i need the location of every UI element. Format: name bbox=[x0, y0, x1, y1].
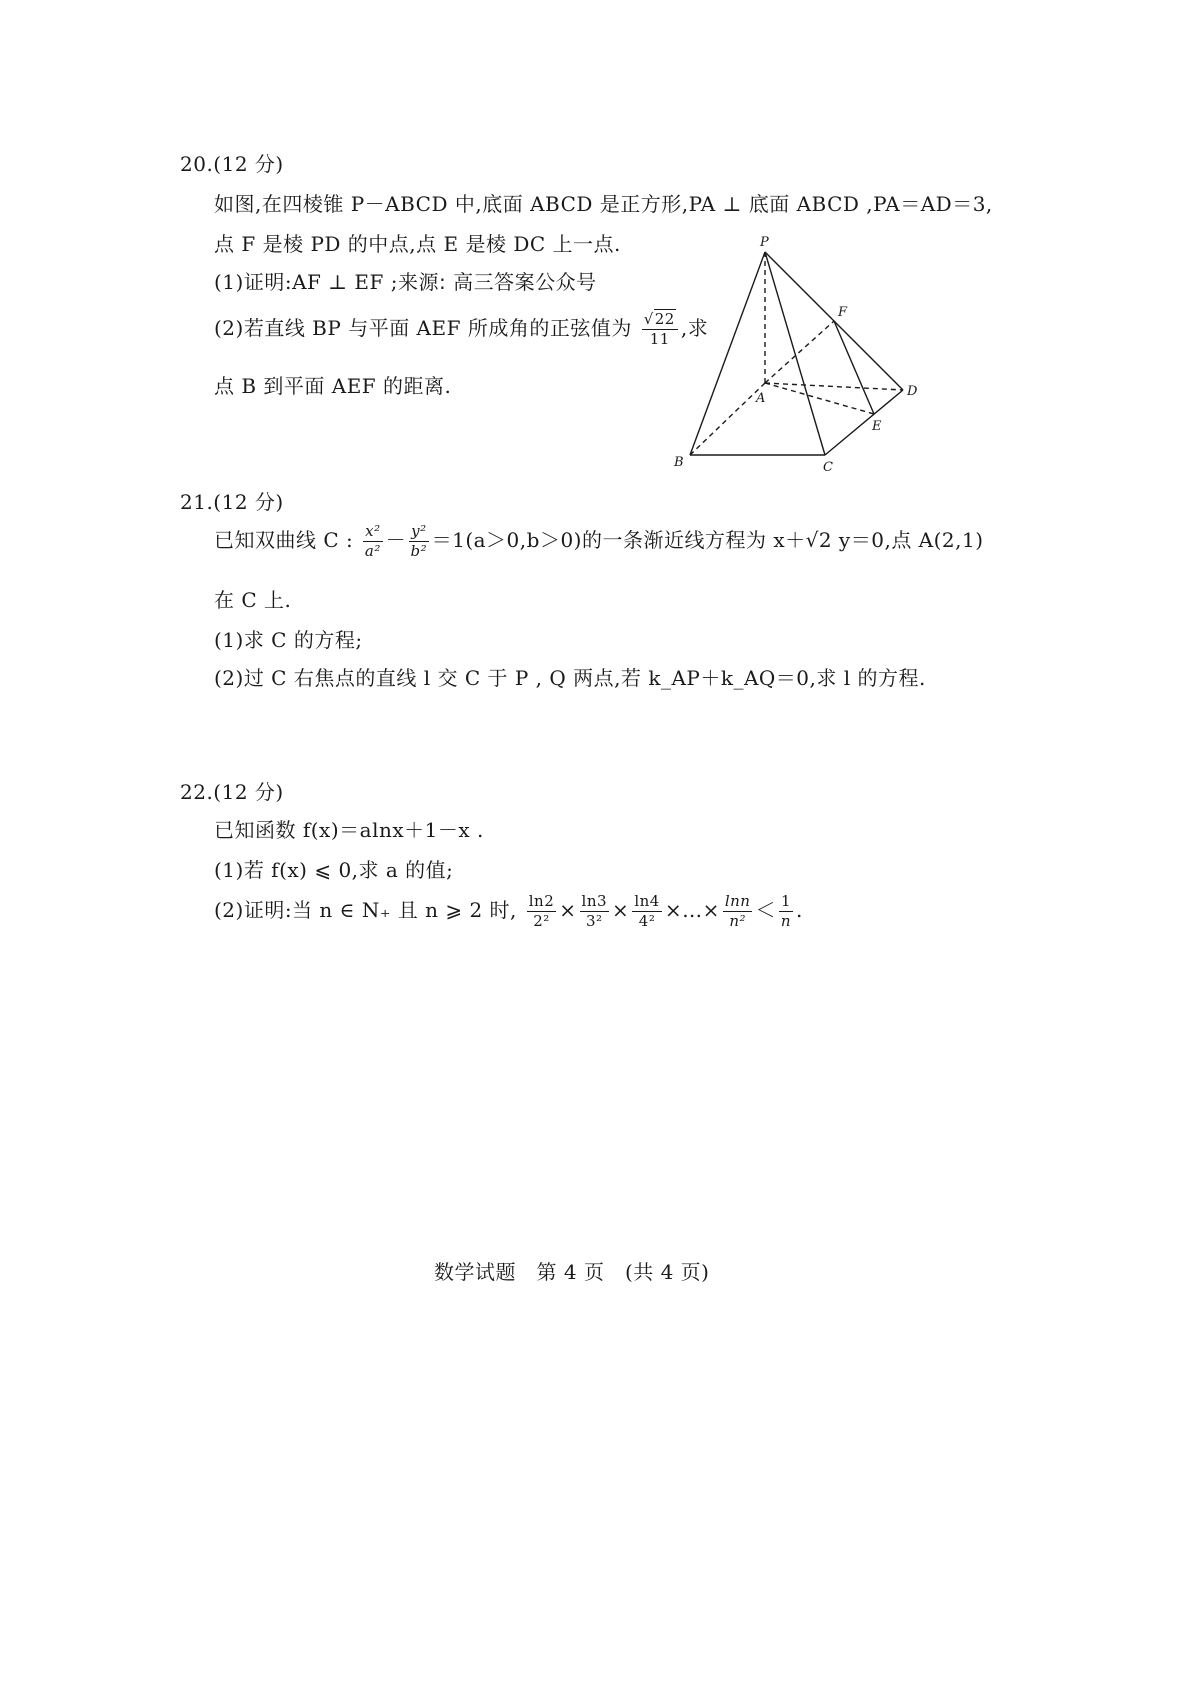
edge-PB bbox=[690, 252, 765, 455]
segment-FE bbox=[834, 321, 874, 414]
q21-stem-mid: ＝1(a＞0,b＞0)的一条渐近线方程为 x＋√2 y＝0,点 A(2,1) bbox=[431, 528, 984, 552]
label-F: F bbox=[838, 305, 848, 320]
sine-value-fraction: $\frac{√22}{11}$ bbox=[642, 312, 678, 347]
pyramid-figure bbox=[660, 230, 930, 480]
fraction-2-numerator: ln3 bbox=[581, 892, 608, 910]
q22-end-period: . bbox=[796, 898, 803, 922]
fraction-1-numerator: ln2 bbox=[528, 892, 555, 910]
q21-minus: － bbox=[385, 528, 407, 552]
q21-part2: (2)过 C 右焦点的直线 l 交 C 于 P , Q 两点,若 k_AP＋k_AQ＝0,求 l 的方程. bbox=[214, 666, 926, 690]
fraction-2-denominator: 3² bbox=[586, 912, 603, 930]
q20-stem-line1: 如图,在四棱锥 P－ABCD 中,底面 ABCD 是正方形,PA ⊥ 底面 ABCD ,PA＝AD＝3, bbox=[214, 192, 993, 216]
fraction-3-denominator: 4² bbox=[638, 912, 656, 930]
product-fraction-3 bbox=[632, 894, 662, 929]
edge-CD bbox=[825, 390, 903, 455]
rhs-numerator: 1 bbox=[780, 892, 792, 910]
fraction-3-numerator: ln4 bbox=[634, 892, 660, 910]
fraction-1-denominator: 2² bbox=[533, 912, 550, 930]
q22-part1: (1)若 f(x) ⩽ 0,求 a 的值; bbox=[214, 858, 454, 882]
times-sign-1: × bbox=[559, 898, 577, 922]
q21-stem-prefix: 已知双曲线 C : bbox=[214, 528, 354, 552]
q20-part2-suffix: ,求 bbox=[680, 316, 709, 340]
q21-header: 21.(12 分) bbox=[180, 490, 284, 514]
frac2-numerator: y² bbox=[411, 522, 427, 540]
q22-header: 22.(12 分) bbox=[180, 780, 284, 804]
sine-value-numerator: 22 bbox=[654, 310, 675, 328]
label-C: C bbox=[823, 460, 833, 475]
frac1-denominator: a² bbox=[364, 542, 381, 560]
label-A: A bbox=[756, 391, 766, 406]
label-B: B bbox=[674, 455, 684, 470]
rhs-denominator: n bbox=[780, 912, 792, 930]
label-D: D bbox=[907, 384, 918, 399]
page-footer: 数学试题 第 4 页 (共 4 页) bbox=[434, 1260, 710, 1284]
frac1-numerator: x² bbox=[365, 522, 381, 540]
times-sign-2: × bbox=[612, 898, 630, 922]
label-E: E bbox=[872, 419, 882, 434]
label-P: P bbox=[760, 235, 769, 250]
q22-part2-prefix: (2)证明:当 n ∈ N₊ 且 n ⩾ 2 时, bbox=[214, 898, 517, 922]
q20-stem-line2: 点 F 是棱 PD 的中点,点 E 是棱 DC 上一点. bbox=[214, 232, 621, 256]
q20-part1 bbox=[214, 266, 597, 295]
product-fraction-1 bbox=[527, 894, 557, 929]
q20-part1-text: (1)证明:AF ⊥ EF ; bbox=[214, 270, 398, 294]
fraction-n-denominator: n² bbox=[729, 912, 746, 930]
edge-AB bbox=[690, 383, 765, 455]
q21-part1: (1)求 C 的方程; bbox=[214, 628, 363, 652]
rhs-fraction bbox=[779, 894, 793, 929]
q20-part2-text: (2)若直线 BP 与平面 AEF 所成角的正弦值为 bbox=[214, 316, 632, 340]
q20-source-note: 来源: 高三答案公众号 bbox=[397, 270, 597, 294]
less-than-sign: ＜ bbox=[755, 898, 776, 922]
q20-part2 bbox=[214, 312, 708, 347]
q21-stem-line1 bbox=[214, 524, 984, 559]
q22-part2 bbox=[214, 894, 803, 929]
q20-header: 20.(12 分) bbox=[180, 152, 284, 176]
segment-AF bbox=[765, 321, 834, 383]
q21-stem-line2: 在 C 上. bbox=[214, 588, 292, 612]
product-fraction-n bbox=[723, 894, 753, 929]
y-squared-over-b-squared bbox=[409, 524, 429, 559]
product-fraction-2 bbox=[580, 894, 610, 929]
sine-value-denominator: 11 bbox=[649, 330, 670, 348]
fraction-n-numerator: lnn bbox=[724, 892, 751, 910]
q22-stem: 已知函数 f(x)＝alnx＋1－x . bbox=[214, 818, 484, 842]
times-ellipsis: ×…× bbox=[664, 898, 720, 922]
frac2-denominator: b² bbox=[410, 542, 428, 560]
q20-part2-line2: 点 B 到平面 AEF 的距离. bbox=[214, 374, 452, 398]
x-squared-over-a-squared bbox=[363, 524, 382, 559]
